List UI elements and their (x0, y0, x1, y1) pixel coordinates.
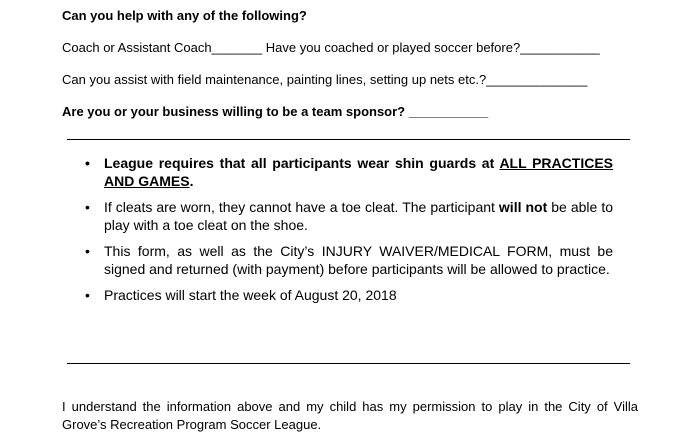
bullet-marker: • (85, 199, 90, 215)
divider-bottom (67, 363, 630, 364)
rules-list-item-shin-guards (85, 154, 613, 190)
divider-top (67, 139, 630, 140)
bullet-marker: • (85, 155, 90, 171)
help-heading: Can you help with any of the following? (62, 8, 307, 23)
sponsor-question: Are you or your business willing to be a team sponsor? ___________ (62, 104, 489, 119)
waiver-text: This form, as well as the City’s INJURY WAIVER/MEDICAL FORM, must be signed and returned (with payment) before participants will be allowed to practice. (104, 243, 613, 277)
shin-guards-period: . (189, 173, 194, 189)
cleats-text-start: If cleats are worn, they cannot have a toe cleat. The participant (104, 199, 499, 215)
field-maintenance-question: Can you assist with field maintenance, painting lines, setting up nets etc.?______________ (62, 72, 588, 87)
bullet-marker: • (85, 287, 90, 303)
all-practices-emphasis: ALL PRACTICES AND GAMES (104, 155, 613, 189)
rules-list (85, 154, 613, 304)
will-not-emphasis: will not (498, 199, 548, 215)
shin-guards-text: League requires that all participants wear shin guards at (104, 155, 500, 171)
rules-list-item-practice-start (85, 286, 613, 304)
rules-list-item-cleats (85, 198, 613, 234)
cleats-text-end: be able to play with a toe cleat on the shoe. (104, 199, 613, 233)
bullet-marker: • (85, 243, 90, 259)
permission-statement: I understand the information above and my child has my permission to play in the City of Villa Grove’s Recreation Program Soccer League. (62, 399, 638, 432)
coach-question: Coach or Assistant Coach_______ Have you coached or played soccer before?___________ (62, 40, 600, 55)
rules-list-item-waiver (85, 242, 613, 278)
practice-start-text: Practices will start the week of August 20, 2018 (104, 287, 397, 303)
